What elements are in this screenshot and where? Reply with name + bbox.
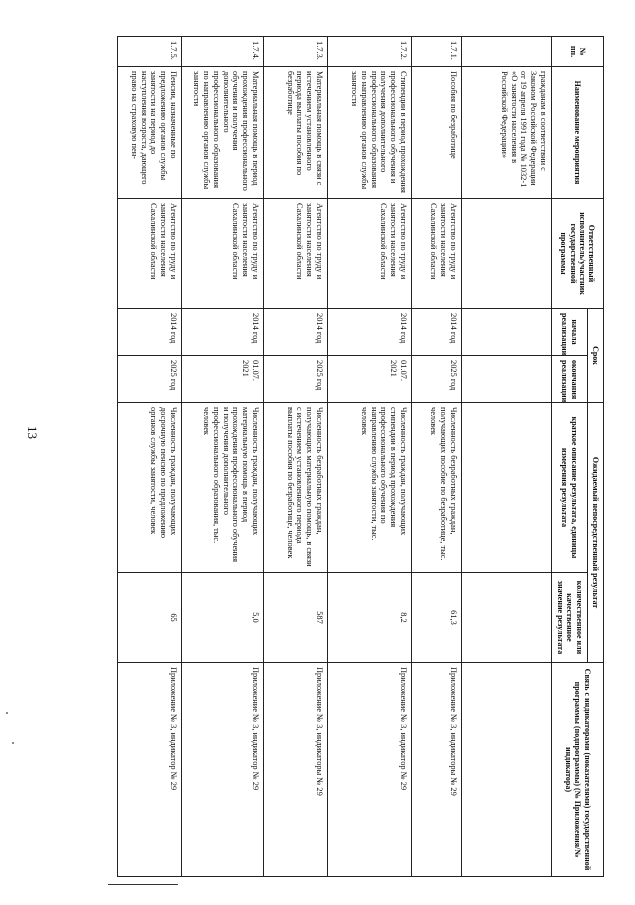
cell-start: 2014 год: [328, 309, 412, 356]
header-term-end: окончания реализации: [552, 356, 587, 403]
program-activities-table: [117, 36, 604, 877]
cell-link: Приложение № 3, индикаторы № 29: [264, 663, 328, 877]
header-term: Срок: [587, 309, 603, 403]
cell-responsible: Агентство по труду и занятости населения Сахалинской области: [328, 199, 412, 309]
cell-start: 2014 год: [182, 309, 264, 356]
cell-end: 2025 год: [118, 356, 182, 403]
cell-name: Стипендии в период прохождения профессионального обучения и получения дополнительного профессионального образования по направлению органов службы занятости: [328, 67, 412, 199]
cell-name: гражданам в соответствии с Законом Российской Федерации от 19 апреля 1991 года № 1032-1 «О занятости населения в Российской Федерации»: [462, 67, 552, 199]
table-row: [328, 37, 412, 877]
header-result: Ожидаемый непосредственный результат: [587, 403, 603, 663]
cell-value: 5,0: [182, 573, 264, 663]
header-term-start: начала реализации: [552, 309, 587, 356]
cell-responsible: Агентство по труду и занятости населения Сахалинской области: [412, 199, 462, 309]
header-result-value: количественное или качественное значение результата: [552, 573, 587, 663]
cell-num: 1.7.2.: [328, 37, 412, 67]
cell-desc: Численность граждан, получающих материальную помощь в период прохождения профессионального обучения и получения дополнительного профессионального образования, тыс. человек: [182, 403, 264, 573]
cell-desc: Численность безработных граждан, получающих материальную помощь, в связи с истечением установленного периода выплаты пособия по безработице, человек: [264, 403, 328, 573]
cell-num: [462, 37, 552, 67]
cell-num: 1.7.3.: [264, 37, 328, 67]
cell-link: Приложение № 3, индикатор № 29: [118, 663, 182, 877]
cell-name: Материальная помощь в связи с истечением установленного периода выплаты пособия по безработице: [264, 67, 328, 199]
table-row: [462, 37, 552, 877]
table-header: [552, 37, 604, 877]
cell-responsible: Агентство по труду и занятости населения Сахалинской области: [118, 199, 182, 309]
cell-end: 01.07. 2021: [328, 356, 412, 403]
cell-desc: Численность граждан, получающих стипендии в период прохождения профессионального обучения по направлению службы занятости, тыс. человек: [328, 403, 412, 573]
table-row: [264, 37, 328, 877]
scan-speck: [12, 742, 14, 744]
cell-end: 2025 год: [412, 356, 462, 403]
cell-desc: Численность безработных граждан, получающих пособие по безработице, тыс. человек: [412, 403, 462, 573]
cell-responsible: Агентство по труду и занятости населения Сахалинской области: [182, 199, 264, 309]
cell-link: Приложение № 3, индикаторы № 29: [412, 663, 462, 877]
page-number: 13: [25, 426, 40, 439]
cell-responsible: [462, 199, 552, 309]
cell-desc: Численность граждан, получающих досрочную пенсию по предложению органов службы занятости, человек: [118, 403, 182, 573]
cell-start: 2014 год: [264, 309, 328, 356]
cell-name: Материальная помощь в период прохождения профессионального обучения и получения дополнительного профессионального образования по направлению органов службы занятости: [182, 67, 264, 199]
cell-value: 8,2: [328, 573, 412, 663]
header-num: № пп.: [552, 37, 604, 67]
cell-desc: [462, 403, 552, 573]
cell-start: [462, 309, 552, 356]
cell-end: [462, 356, 552, 403]
cell-num: 1.7.5.: [118, 37, 182, 67]
cell-value: 61,3: [412, 573, 462, 663]
cell-num: 1.7.4.: [182, 37, 264, 67]
cell-end: 01.07. 2021: [182, 356, 264, 403]
cell-start: 2014 год: [412, 309, 462, 356]
cell-link: [462, 663, 552, 877]
cell-name: Пенсии, назначенные по предложению органов службы занятости на период до наступления возраста, дающего право на страховую пен-: [118, 67, 182, 199]
header-responsible: Ответственный исполнитель/участник государственной программы: [552, 199, 604, 309]
table-row: [412, 37, 462, 877]
cell-link: Приложение № 3, индикатор № 29: [328, 663, 412, 877]
scan-footer-line: [108, 884, 178, 885]
cell-num: 1.7.1.: [412, 37, 462, 67]
header-name: Наименование мероприятия: [552, 67, 604, 199]
cell-start: 2014 год: [118, 309, 182, 356]
scan-speck: [6, 712, 8, 714]
cell-name: Пособия по безработице: [412, 67, 462, 199]
cell-end: 2025 год: [264, 356, 328, 403]
cell-responsible: Агентство по труду и занятости населения Сахалинской области: [264, 199, 328, 309]
table-row: [118, 37, 182, 877]
header-result-desc: краткое описание результата, единицы измерения результата: [552, 403, 587, 573]
cell-value: 65: [118, 573, 182, 663]
cell-value: [462, 573, 552, 663]
cell-link: Приложение № 3, индикатор № 29: [182, 663, 264, 877]
document-table-container: [117, 36, 604, 877]
table-row: [182, 37, 264, 877]
header-link: Связь с индикаторами (показателями) государственной программы (подпрограммы) (№ Приложения/№ индикатора): [552, 663, 604, 877]
cell-value: 587: [264, 573, 328, 663]
